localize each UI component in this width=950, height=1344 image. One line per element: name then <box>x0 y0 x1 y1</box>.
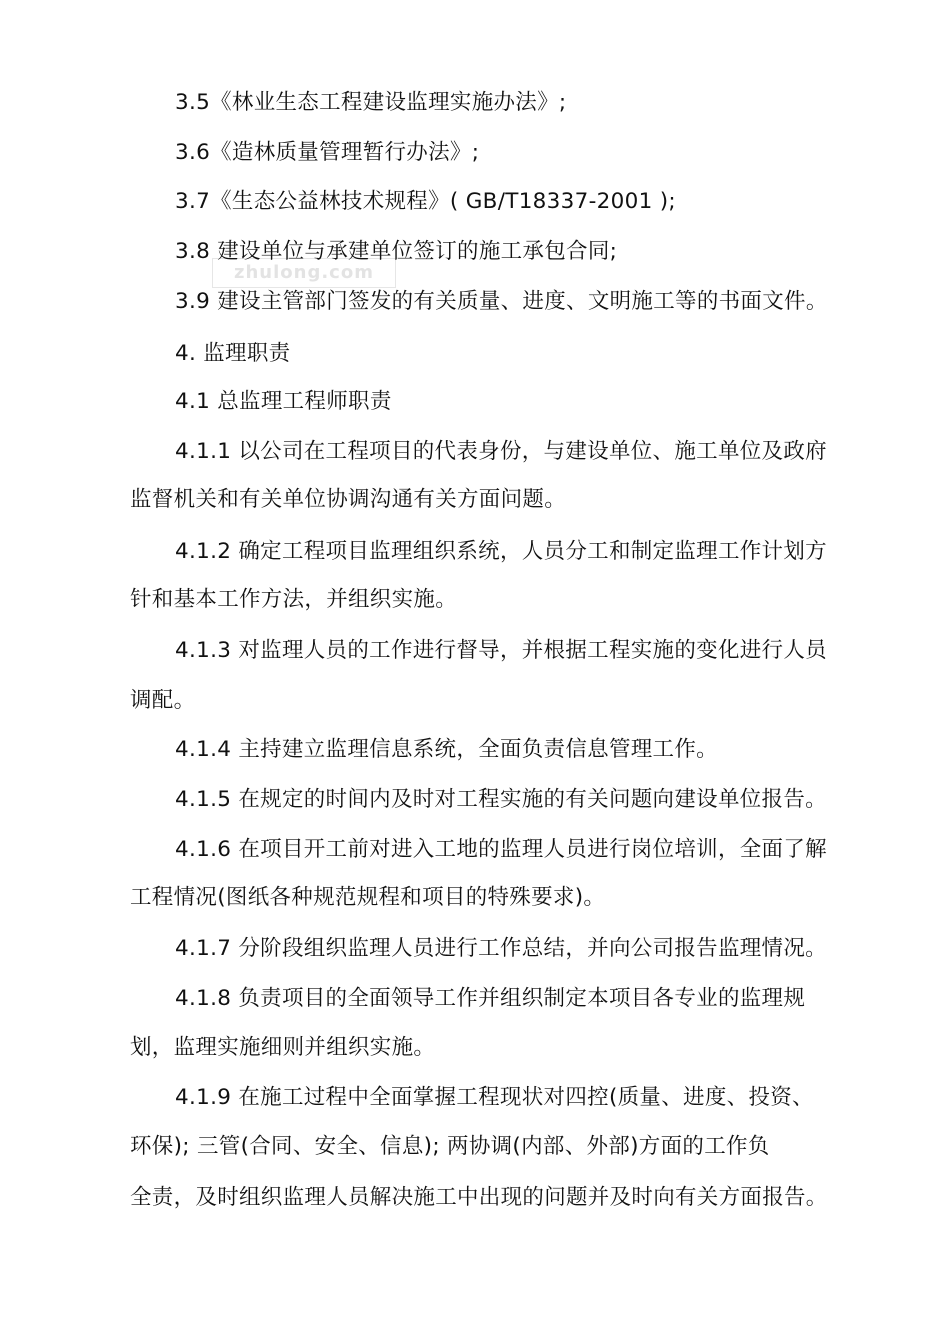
basis-item-3-9: 3.9 建设主管部门签发的有关质量、进度、文明施工等的书面文件。 <box>175 289 828 314</box>
basis-item-3-8: 3.8 建设单位与承建单位签订的施工承包合同; <box>175 239 618 264</box>
duty-4-1-5: 4.1.5 在规定的时间内及时对工程实施的有关问题向建设单位报告。 <box>175 787 827 812</box>
duty-4-1-8-line2: 划，监理实施细则并组织实施。 <box>130 1035 436 1060</box>
duty-4-1-9-line3: 全责，及时组织监理人员解决施工中出现的问题并及时向有关方面报告。 <box>130 1185 828 1210</box>
duty-4-1-4: 4.1.4 主持建立监理信息系统，全面负责信息管理工作。 <box>175 737 718 762</box>
duty-4-1-8-line1: 4.1.8 负责项目的全面领导工作并组织制定本项目各专业的监理规 <box>175 986 806 1011</box>
section-heading-4: 4. 监理职责 <box>175 341 291 366</box>
duty-4-1-9-line1: 4.1.9 在施工过程中全面掌握工程现状对四控(质量、进度、投资、 <box>175 1085 814 1110</box>
duty-4-1-2-line1: 4.1.2 确定工程项目监理组织系统，人员分工和制定监理工作计划方 <box>175 539 827 564</box>
basis-item-3-6: 3.6《造林质量管理暂行办法》; <box>175 140 480 165</box>
duty-4-1-1-line1: 4.1.1 以公司在工程项目的代表身份，与建设单位、施工单位及政府 <box>175 439 827 464</box>
duty-4-1-3-line1: 4.1.3 对监理人员的工作进行督导，并根据工程实施的变化进行人员 <box>175 638 827 663</box>
duty-4-1-7: 4.1.7 分阶段组织监理人员进行工作总结，并向公司报告监理情况。 <box>175 936 827 961</box>
basis-item-3-5: 3.5《林业生态工程建设监理实施办法》; <box>175 90 567 115</box>
duty-4-1-2-line2: 针和基本工作方法，并组织实施。 <box>130 587 458 612</box>
subsection-heading-4-1: 4.1 总监理工程师职责 <box>175 389 392 414</box>
basis-item-3-7: 3.7《生态公益林技术规程》( GB/T18337-2001 ); <box>175 189 676 214</box>
duty-4-1-6-line2: 工程情况(图纸各种规范规程和项目的特殊要求)。 <box>130 885 606 910</box>
duty-4-1-3-line2: 调配。 <box>130 688 196 713</box>
duty-4-1-6-line1: 4.1.6 在项目开工前对进入工地的监理人员进行岗位培训，全面了解 <box>175 837 827 862</box>
duty-4-1-1-line2: 监督机关和有关单位协调沟通有关方面问题。 <box>130 487 567 512</box>
watermark-stamp: zhulong.com <box>212 258 396 288</box>
duty-4-1-9-line2: 环保); 三管(合同、安全、信息); 两协调(内部、外部)方面的工作负 <box>130 1134 770 1159</box>
